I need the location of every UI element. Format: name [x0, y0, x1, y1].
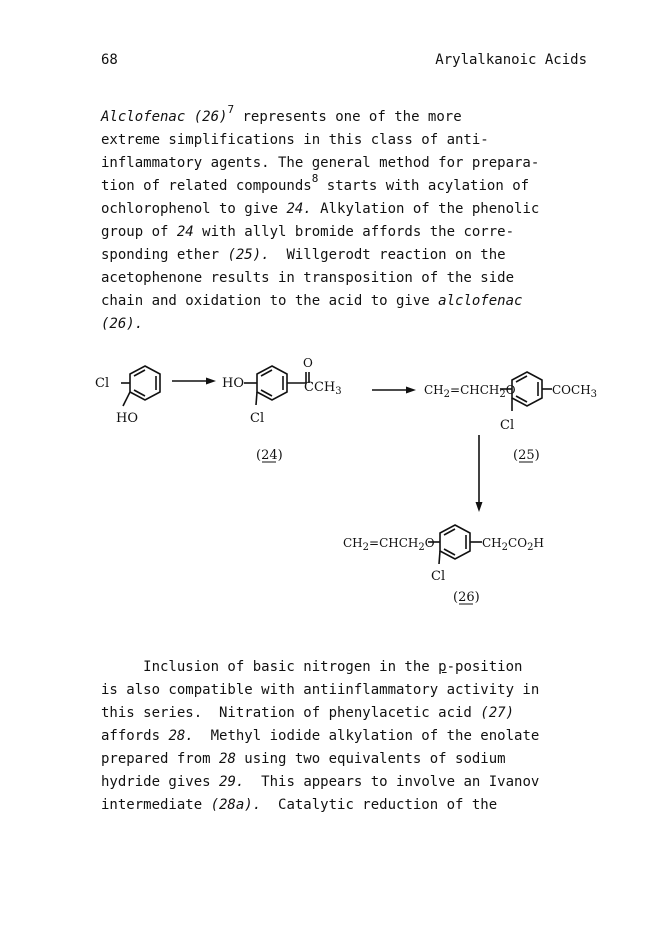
text-run: group of — [101, 224, 177, 240]
text-run: Inclusion of basic nitrogen in the — [101, 659, 439, 675]
text-run: prepared from — [101, 751, 220, 767]
start-ho-label: HO — [116, 411, 138, 426]
c25-cl-label: Cl — [500, 418, 515, 433]
text-line — [101, 771, 591, 794]
reference-superscript: 7 — [227, 103, 235, 116]
c25-number-label: (25) — [513, 448, 540, 463]
text-run: -position — [446, 659, 523, 675]
text-run: Willgerodt reaction on the — [269, 247, 506, 263]
text-run: (27) — [480, 705, 515, 721]
arrow-3-head — [476, 502, 483, 512]
text-line — [101, 129, 591, 152]
c26-number-label: (26) — [453, 590, 480, 605]
text-run: 24 — [176, 224, 194, 240]
text-line — [101, 198, 591, 221]
c25-right-substituent: COCH3 — [552, 383, 598, 400]
text-run: (25). — [227, 247, 270, 263]
text-run: represents one of the more — [234, 109, 462, 125]
text-run: 24. — [286, 201, 312, 217]
text-run: inflammatory agents. The general method for prepara- — [101, 155, 540, 171]
start-cl-label: Cl — [95, 376, 110, 391]
reference-superscript: 8 — [311, 172, 319, 185]
text-run: is also compatible with antiinflammatory activity in — [101, 682, 540, 698]
text-run: extreme simplifications in this class of anti- — [101, 132, 489, 148]
page-header — [101, 52, 587, 72]
page-number: 68 — [101, 52, 118, 68]
text-run: This appears to involve an Ivanov — [244, 774, 540, 790]
compound-26-ring — [428, 525, 482, 564]
text-line — [101, 152, 591, 175]
text-line — [101, 679, 591, 702]
text-run: p — [438, 659, 447, 675]
text-run: sponding ether — [101, 247, 228, 263]
text-run: Methyl iodide alkylation of the enolate — [193, 728, 540, 744]
text-line — [101, 290, 591, 313]
text-line — [101, 172, 591, 198]
text-run: Alclofenac (26) — [101, 109, 228, 125]
c25-left-substituent: CH2=CHCH2O — [424, 383, 516, 400]
running-title: Arylalkanoic Acids — [435, 52, 587, 68]
text-line — [101, 267, 591, 290]
c24-cl-label: Cl — [250, 411, 265, 426]
arrow-1-head — [206, 378, 216, 385]
text-run: 28 — [219, 751, 236, 767]
arrow-2-head — [406, 387, 416, 394]
paragraph-alclofenac — [101, 103, 591, 336]
text-run: this series. Nitration of phenylacetic acid — [101, 705, 481, 721]
text-line — [101, 244, 591, 267]
text-line — [101, 702, 591, 725]
paragraph-nitrogen — [101, 656, 591, 817]
text-run: ochlorophenol to give — [101, 201, 287, 217]
c26-left-substituent: CH2=CHCH2O — [343, 536, 435, 553]
text-run: starts with acylation of — [318, 178, 530, 194]
text-run: Alkylation of the phenolic — [311, 201, 540, 217]
start-benzene-ring — [121, 366, 160, 406]
text-run: (26). — [101, 316, 144, 332]
text-run: acetophenone results in transposition of the side — [101, 270, 515, 286]
text-run: tion of related compounds — [101, 178, 312, 194]
c24-ho-label: HO — [222, 376, 244, 391]
text-line — [101, 221, 591, 244]
text-run: affords — [101, 728, 169, 744]
c24-number-label: (24) — [256, 448, 283, 463]
text-line — [101, 656, 591, 679]
text-line — [101, 313, 591, 336]
text-run: 28. — [168, 728, 194, 744]
text-line — [101, 748, 591, 771]
c24-cch3-label: CCH3 — [304, 380, 342, 397]
c26-right-substituent: CH2CO2H — [482, 536, 544, 553]
c24-oxygen-label: O — [303, 356, 313, 370]
text-run: hydride gives — [101, 774, 220, 790]
text-run: (28a). — [210, 797, 262, 813]
text-line — [101, 103, 591, 129]
c26-cl-label: Cl — [431, 569, 446, 584]
text-run: using two equivalents of sodium — [235, 751, 506, 767]
text-run: with allyl bromide affords the corre- — [193, 224, 515, 240]
text-run: 29. — [219, 774, 245, 790]
text-run: chain and oxidation to the acid to give — [101, 293, 439, 309]
text-run: Catalytic reduction of the — [261, 797, 498, 813]
compound-24-ring — [244, 366, 309, 405]
reaction-scheme — [0, 345, 653, 615]
text-run: intermediate — [101, 797, 211, 813]
text-run: alclofenac — [438, 293, 523, 309]
text-line — [101, 725, 591, 748]
text-line — [101, 794, 591, 817]
